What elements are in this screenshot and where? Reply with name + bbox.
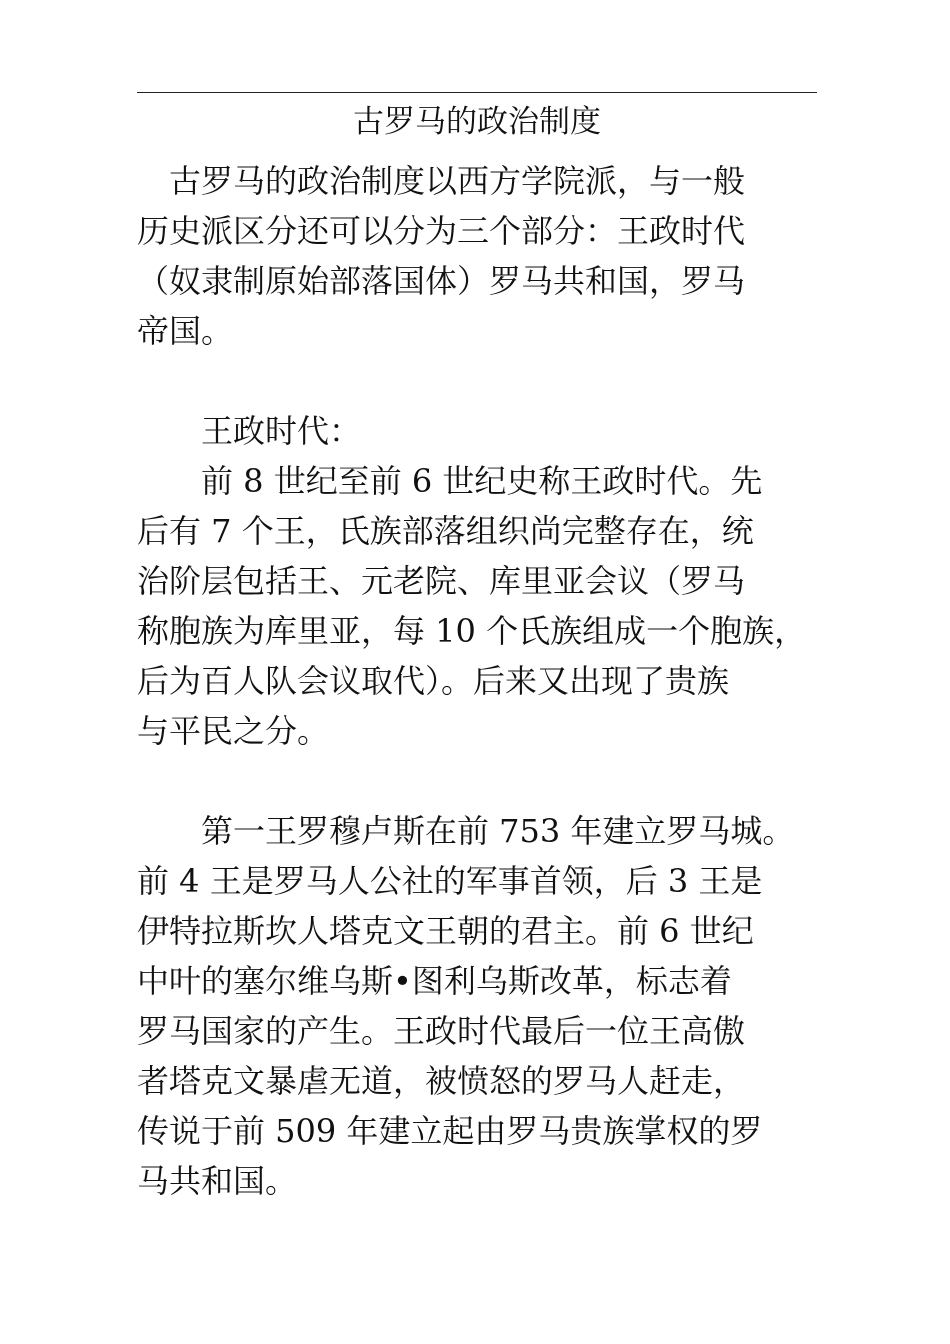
paragraph-2-line: 马共和国。 [137,1162,298,1200]
paragraph-1-line: 后有 7 个王，氏族部落组织尚完整存在，统 [137,512,754,550]
paragraph-1-line: 与平民之分。 [137,712,330,750]
intro-line: 古罗马的政治制度以西方学院派，与一般 [137,162,746,200]
paragraph-2-line: 第一王罗穆卢斯在前 753 年建立罗马城。 [137,812,795,850]
paragraph-2-line: 中叶的塞尔维乌斯•图利乌斯改革，标志着 [137,962,732,1000]
paragraph-1-line: 治阶层包括王、元老院、库里亚会议（罗马 [137,562,746,600]
intro-line: 历史派区分还可以分为三个部分：王政时代 [137,212,746,250]
paragraph-gap [137,756,837,806]
paragraph-1-line: 称胞族为库里亚，每 10 个氏族组成一个胞族， [137,612,807,650]
paragraph-2-line: 前 4 王是罗马人公社的军事首领，后 3 王是 [137,862,763,900]
header-rule [137,92,817,93]
intro-line: （奴隶制原始部落国体）罗马共和国，罗马 [137,262,746,300]
paragraph-2-line: 罗马国家的产生。王政时代最后一位王高傲 [137,1012,746,1050]
paragraph-2-line: 者塔克文暴虐无道，被愤怒的罗马人赶走， [137,1062,746,1100]
paragraph-2-line: 传说于前 509 年建立起由罗马贵族掌权的罗 [137,1112,763,1150]
paragraph-2-line: 伊特拉斯坎人塔克文王朝的君主。前 6 世纪 [137,912,754,950]
intro-line: 帝国。 [137,312,234,350]
paragraph-1-line: 后为百人队会议取代）。后来又出现了贵族 [137,662,730,700]
paragraph-1-line: 前 8 世纪至前 6 世纪史称王政时代。先 [137,462,763,500]
document-title: 古罗马的政治制度 [353,104,601,140]
section-heading: 王政时代： [137,412,362,450]
paragraph-gap [137,356,837,406]
document-body [137,156,837,1206]
